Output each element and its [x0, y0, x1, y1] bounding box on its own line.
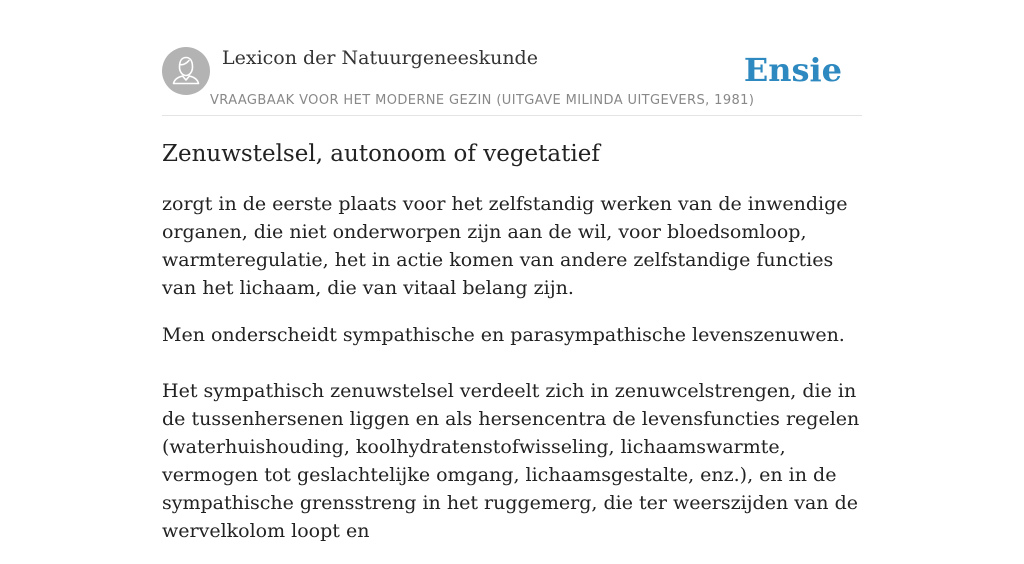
- entry-body: [162, 190, 862, 545]
- paragraph: zorgt in de eerste plaats voor het zelfstandig werken van de inwendige organen, die niet onderworpen zijn aan de wil, voor bloedsomloop, warmteregulatie, het in actie komen van andere zelfstandige functies van het lichaam, die van vitaal belang zijn.: [162, 193, 848, 299]
- source-header: [162, 46, 862, 116]
- avatar[interactable]: [162, 47, 210, 95]
- paragraph: Men onderscheidt sympathische en parasympathische levenszenuwen.: [162, 324, 845, 346]
- source-subtitle: VRAAGBAAK VOOR HET MODERNE GEZIN (UITGAVE MILINDA UITGEVERS, 1981): [210, 93, 755, 108]
- entry-title: Zenuwstelsel, autonoom of vegetatief: [162, 141, 600, 167]
- article: [162, 138, 862, 564]
- paragraph: Het sympathisch zenuwstelsel verdeelt zich in zenuwcelstrengen, die in de tussenhersenen liggen en als hersencentra de levensfuncties regelen (waterhuishouding, koolhydratenstofwisseling, lichaamswarmte, vermogen tot geslachtelijke omgang, lichaamsgestalte, enz.), en in de sympathische grensstreng in het ruggemerg, die ter weerszijden van de wervelkolom loopt en: [162, 380, 860, 542]
- ensie-logo[interactable]: Ensie: [743, 51, 842, 89]
- source-title[interactable]: Lexicon der Natuurgeneeskunde: [222, 47, 538, 69]
- user-icon: [162, 47, 210, 95]
